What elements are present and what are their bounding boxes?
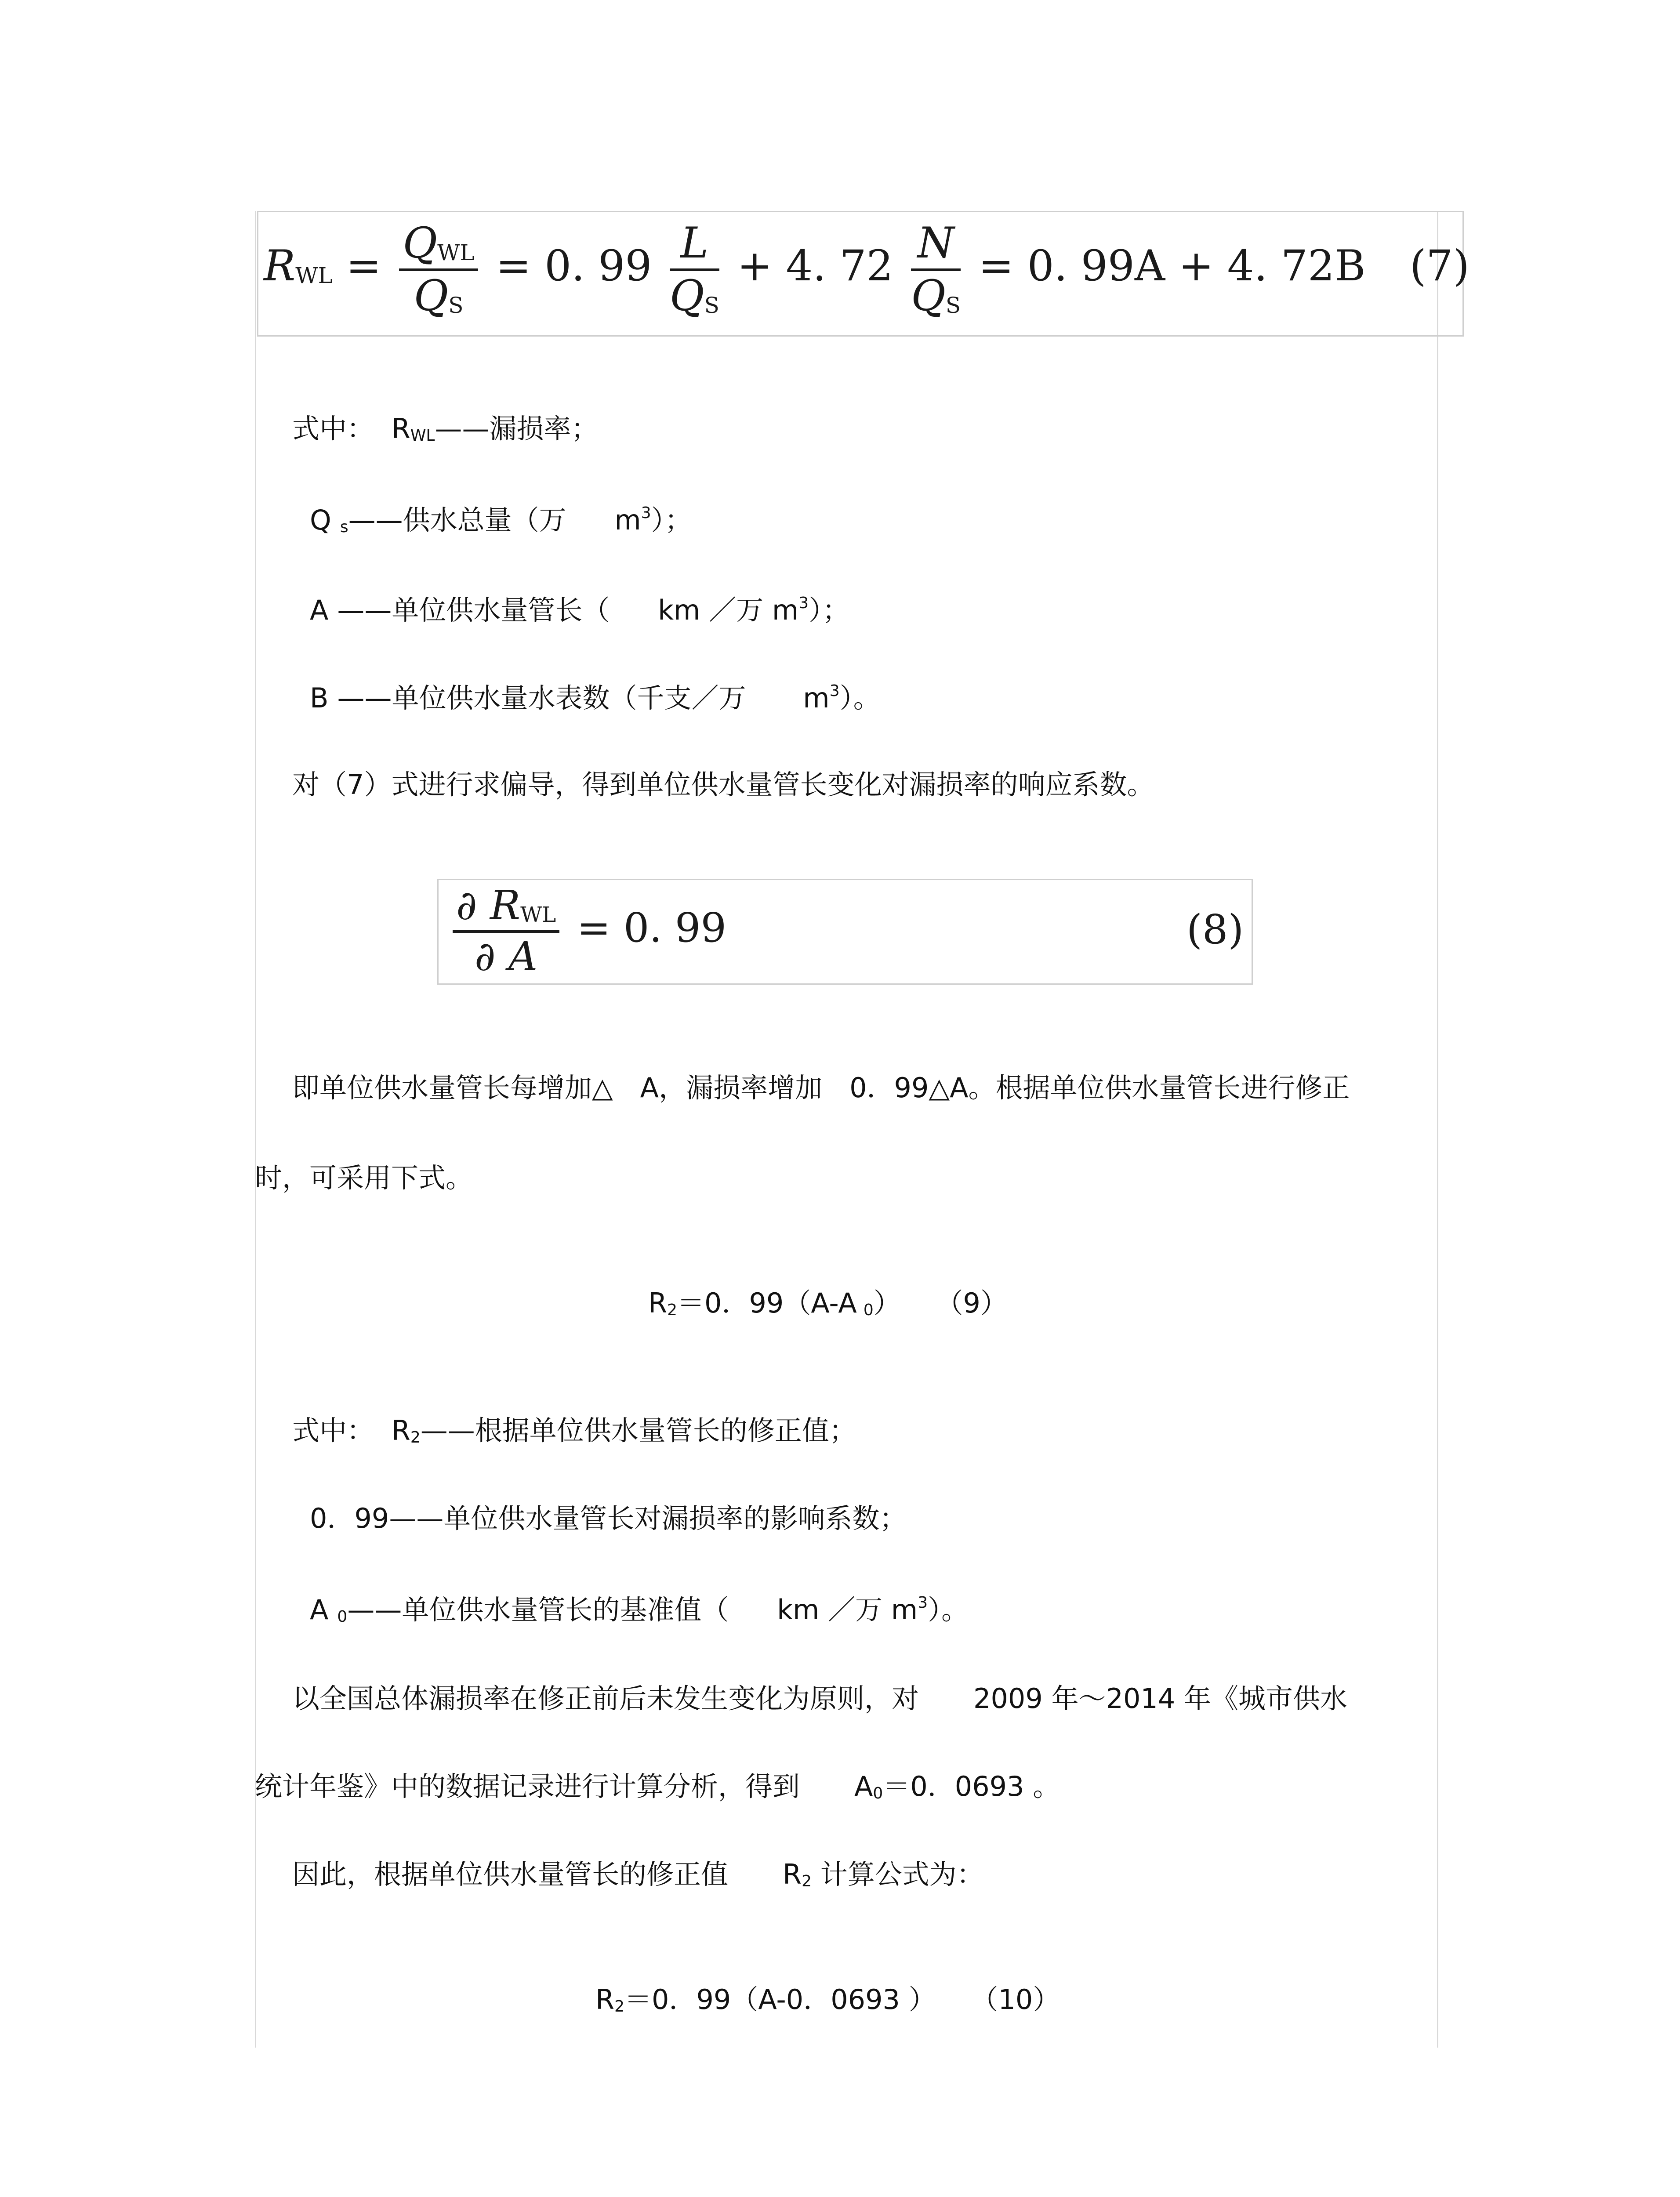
def-rwl: 式中： RWL——漏损率；: [292, 413, 599, 445]
eq10-number: （10）: [971, 1983, 1060, 2016]
eq7-fraction-l: $\frac{L}{QS}$: [669, 218, 719, 320]
def-r2: 式中： R2——根据单位供水量管长的修正值；: [292, 1414, 856, 1447]
eq7-fraction-n: $\frac{N}{QS}$: [911, 218, 961, 320]
def-coefficient: 0．99——单位供水量管长对漏损率的影响系数；: [310, 1502, 907, 1534]
eq7-fraction-q: $\frac{\text{QWL}}{QS}$: [399, 222, 478, 317]
paragraph-partial-derivative: 对（7）式进行求偏导，得到单位供水量管长变化对漏损率的响应系数。: [292, 769, 1154, 801]
eq8-fraction: $\frac{\text{∂ RWL}}{\partial A}$: [453, 885, 559, 977]
def-a0: A 0——单位供水量管长的基准值（ km ／万 $m^3$）。: [310, 1594, 969, 1626]
paragraph-increase-line1: 即单位供水量管长每增加△ A，漏损率增加 0．99△A。根据单位供水量管长进行修正: [292, 1072, 1350, 1104]
equation-9: R2＝0．99（A-A 0） （9）: [648, 1287, 1008, 1319]
equation-10: R2＝0．99（A-0．0693 ） （10）: [595, 1983, 1060, 2016]
def-qs: Qs——供水总量（万 $m^3$）；: [310, 504, 692, 536]
equation-7: RWL = $\frac{\text{QWL}}{QS}$ = 0. 99 $\frac{L}{QS}$ + 4. 72 $\frac{N}{QS}$ = 0. 99A + 4. 72B (7): [264, 218, 1470, 320]
equation-8: $\frac{\text{∂ RWL}}{\partial A}$ = 0. 99: [448, 885, 726, 977]
eq9-number: （9）: [936, 1287, 1008, 1319]
right-border-line: [1437, 211, 1438, 2048]
def-b: B ——单位供水量水表数（千支／万 $m^3$）。: [310, 682, 881, 714]
paragraph-baseline-line1: 以全国总体漏损率在修正前后未发生变化为原则，对 2009 年～2014 年《城市供水: [292, 1682, 1347, 1715]
def-a: A ——单位供水量管长（ km ／万 $m^3$）；: [310, 594, 850, 626]
paragraph-baseline-line2: 统计年鉴》中的数据记录进行计算分析，得到 A0＝0．0693 。: [255, 1770, 1060, 1802]
paragraph-therefore: 因此，根据单位供水量管长的修正值 R2 计算公式为：: [292, 1858, 984, 1890]
eq7-number: (7): [1409, 241, 1470, 290]
eq7-lhs: R: [264, 241, 296, 290]
eq8-number: (8): [1187, 906, 1244, 953]
paragraph-increase-line2: 时，可采用下式。: [255, 1162, 473, 1194]
